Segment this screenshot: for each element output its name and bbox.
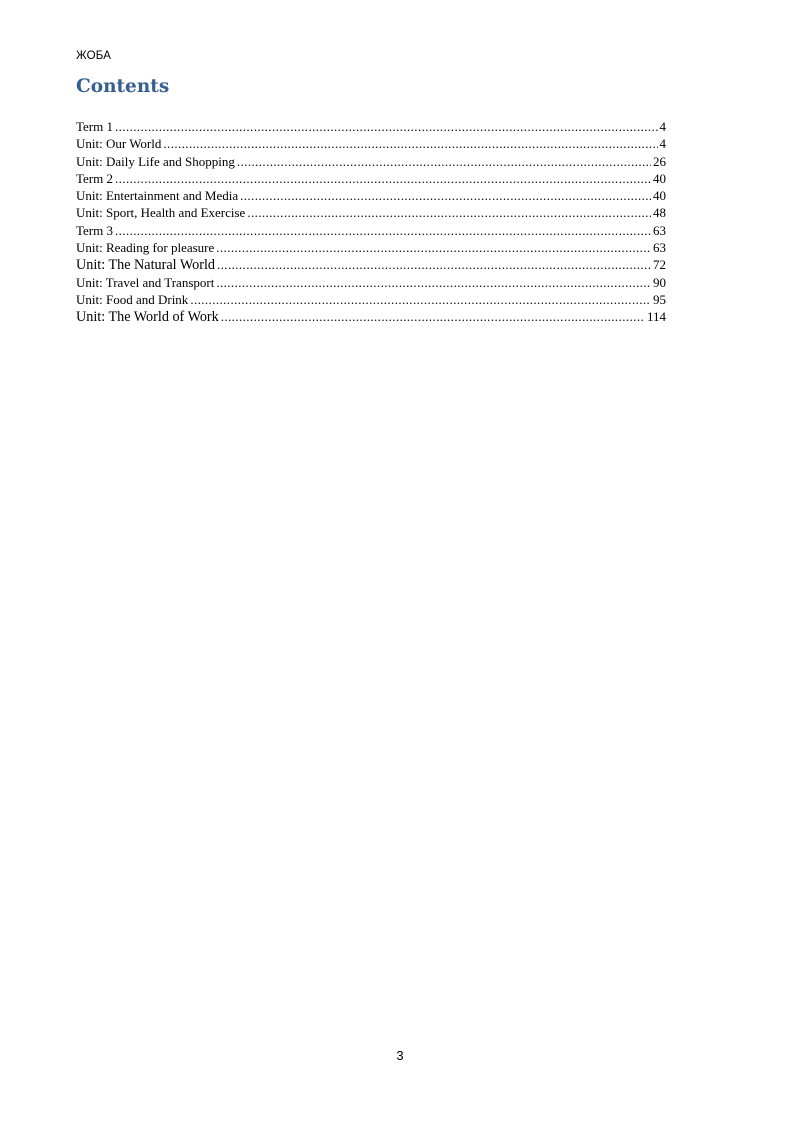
toc-entry-the-world-of-work[interactable] xyxy=(76,308,666,325)
toc-entry-label: Unit: Travel and Transport xyxy=(76,274,215,290)
toc-dot-leader xyxy=(115,118,658,135)
toc-dot-leader xyxy=(216,274,651,291)
toc-dot-leader xyxy=(247,204,651,221)
toc-entry-label: Term 1 xyxy=(76,119,113,134)
table-of-contents xyxy=(76,118,666,326)
toc-entry-label: Unit: Sport, Health and Exercise xyxy=(76,205,246,221)
toc-entry-term-3[interactable] xyxy=(76,222,666,239)
toc-dot-leader xyxy=(115,170,651,187)
toc-entry-label: Unit: Food and Drink xyxy=(76,291,189,307)
toc-entry-entertainment-and-media[interactable] xyxy=(76,187,666,204)
toc-entry-label: Unit: Daily Life and Shopping xyxy=(76,153,235,169)
toc-entry-page: 63 xyxy=(653,222,666,238)
toc-entry-label: Unit: Entertainment and Media xyxy=(76,188,239,204)
page-number: 3 xyxy=(396,1048,404,1063)
contents-title: Contents xyxy=(76,76,170,97)
toc-entry-label: Unit: Reading for pleasure xyxy=(76,240,215,256)
toc-entry-our-world[interactable] xyxy=(76,135,666,152)
toc-entry-label: Unit: The Natural World xyxy=(76,257,215,274)
toc-dot-leader xyxy=(190,291,651,308)
toc-entry-label: Unit: The World of Work xyxy=(76,309,219,326)
toc-entry-page: 40 xyxy=(653,188,666,204)
toc-entry-page: 4 xyxy=(659,119,666,134)
toc-entry-page: 4 xyxy=(659,136,666,152)
toc-entry-food-and-drink[interactable] xyxy=(76,291,666,308)
toc-entry-page: 63 xyxy=(653,240,666,256)
toc-entry-term-2[interactable] xyxy=(76,170,666,187)
toc-dot-leader xyxy=(217,256,651,273)
toc-dot-leader xyxy=(115,222,651,239)
toc-entry-page: 48 xyxy=(653,205,666,221)
toc-dot-leader xyxy=(237,153,651,170)
toc-dot-leader xyxy=(163,135,657,152)
toc-dot-leader xyxy=(240,187,651,204)
toc-dot-leader xyxy=(221,308,645,325)
toc-entry-page: 26 xyxy=(653,153,666,169)
toc-entry-term-1[interactable] xyxy=(76,118,666,135)
toc-entry-reading-for-pleasure[interactable] xyxy=(76,239,666,256)
toc-entry-page: 40 xyxy=(653,170,666,186)
toc-entry-label: Term 2 xyxy=(76,170,113,186)
toc-entry-page: 72 xyxy=(653,257,666,273)
page-header: ЖОБА xyxy=(76,50,112,62)
toc-entry-daily-life-and-shopping[interactable] xyxy=(76,153,666,170)
toc-entry-the-natural-world[interactable] xyxy=(76,256,666,273)
toc-entry-label: Term 3 xyxy=(76,222,113,238)
toc-entry-label: Unit: Our World xyxy=(76,136,162,152)
toc-dot-leader xyxy=(216,239,651,256)
toc-entry-sport-health-and-exercise[interactable] xyxy=(76,204,666,221)
toc-entry-page: 95 xyxy=(653,291,666,307)
toc-entry-travel-and-transport[interactable] xyxy=(76,274,666,291)
toc-entry-page: 114 xyxy=(646,309,666,325)
toc-entry-page: 90 xyxy=(653,274,666,290)
